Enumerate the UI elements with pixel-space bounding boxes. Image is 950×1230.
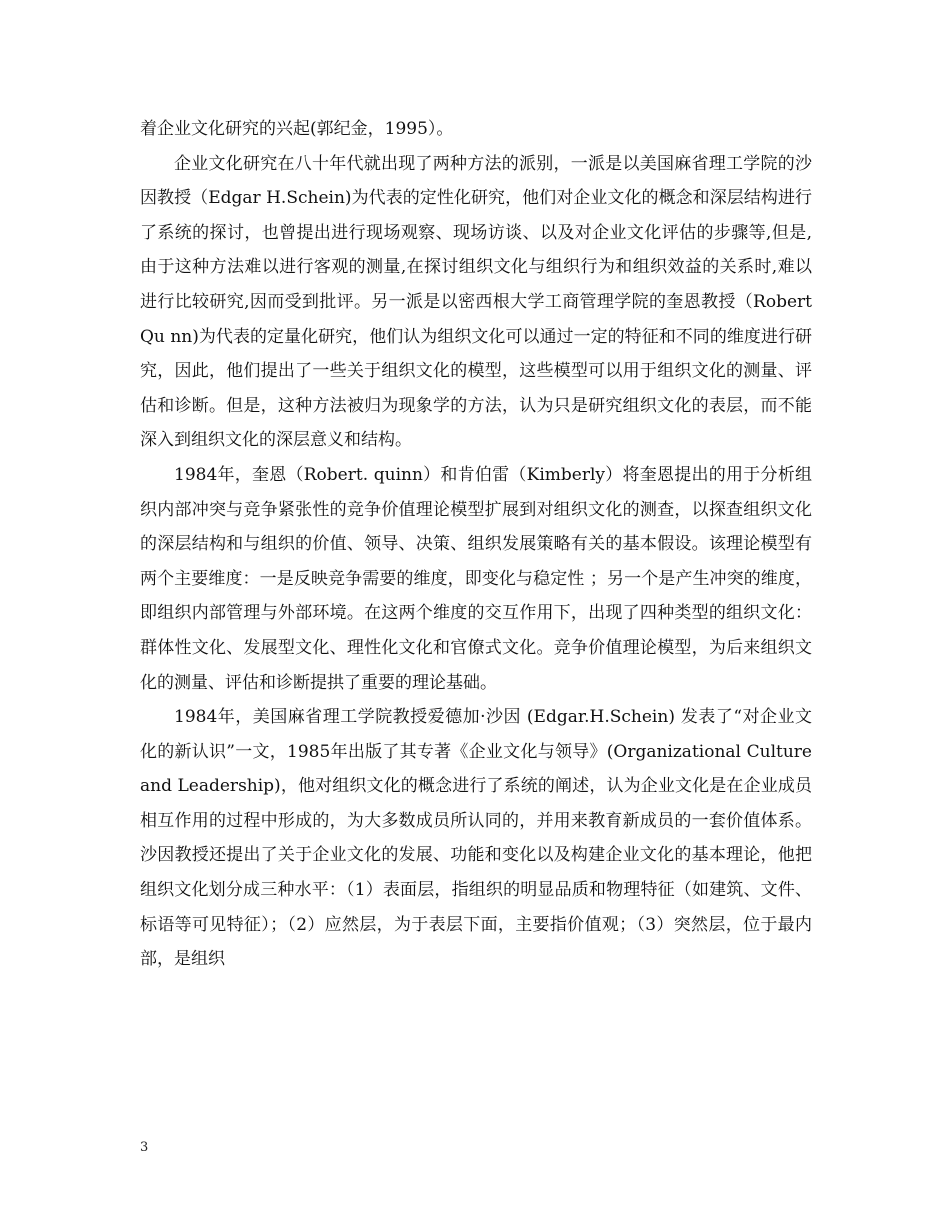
paragraph-competing-values-model: 1984年，奎恩（Robert. quinn）和肯伯雷（Kimberly）将奎恩提出的用于分析组织内部冲突与竞争紧张性的竞争价值理论模型扩展到对组织文化的测查，以探查组织文化的深层结构和与组织的价值、领导、决策、组织发展策略有关的基本假设。该理论模型有两个主要维度：一是反映竞争需要的维度，即变化与稳定性 ；另一个是产生冲突的维度，即组织内部管理与外部环境。在这两个维度的交互作用下，出现了四种类型的组织文化：群体性文化、发展型文化、理性化文化和官僚式文化。竞争价值理论模型，为后来组织文化的测量、评估和诊断提拱了重要的理论基础。 [140, 464, 812, 693]
paragraph-two-research-methods: 企业文化研究在八十年代就出现了两种方法的派别，一派是以美国麻省理工学院的沙因教授（Edgar H.Schein)为代表的定性化研究，他们对企业文化的概念和深层结构进行了系统的探讨，也曾提出进行现场观察、现场访谈、以及对企业文化评估的步骤等,但是,由于这种方法难以进行客观的测量,在探讨组织文化与组织行为和组织效益的关系时,难以进行比较研究,因而受到批评。另一派是以密西根大学工商管理学院的奎恩教授（Robert Qu nn)为代表的定量化研究，他们认为组织文化可以通过一定的特征和不同的维度进行研究，因此，他们提出了一些关于组织文化的模型，这些模型可以用于组织文化的测量、评估和诊断。但是，这种方法被归为现象学的方法，认为只是研究组织文化的表层，而不能深入到组织文化的深层意义和结构。 [140, 153, 812, 451]
page-number: 3 [140, 1140, 149, 1155]
paragraph-schein-theory: 1984年，美国麻省理工学院教授爱德加·沙因 (Edgar.H.Schein) 发表了“对企业文化的新认识”一文，1985年出版了其专著《企业文化与领导》(Organizational Culture and Leadership)，他对组织文化的概念进行了系统的阐述，认为企业文化是在企业成员相互作用的过程中形成的，为大多数成员所认同的，并用来教育新成员的一套价值体系。沙因教授还提出了关于企业文化的发展、功能和变化以及构建企业文化的基本理论，他把组织文化划分成三种水平：（1）表面层，指组织的明显品质和物理特征（如建筑、文件、标语等可见特征）；（2）应然层，为于表层下面，主要指价值观；（3）突然层，位于最内部，是组织 [140, 707, 812, 970]
paragraph-continuation: 着企业文化研究的兴起(郭纪金，1995）。 [140, 119, 454, 139]
document-body [140, 112, 812, 977]
